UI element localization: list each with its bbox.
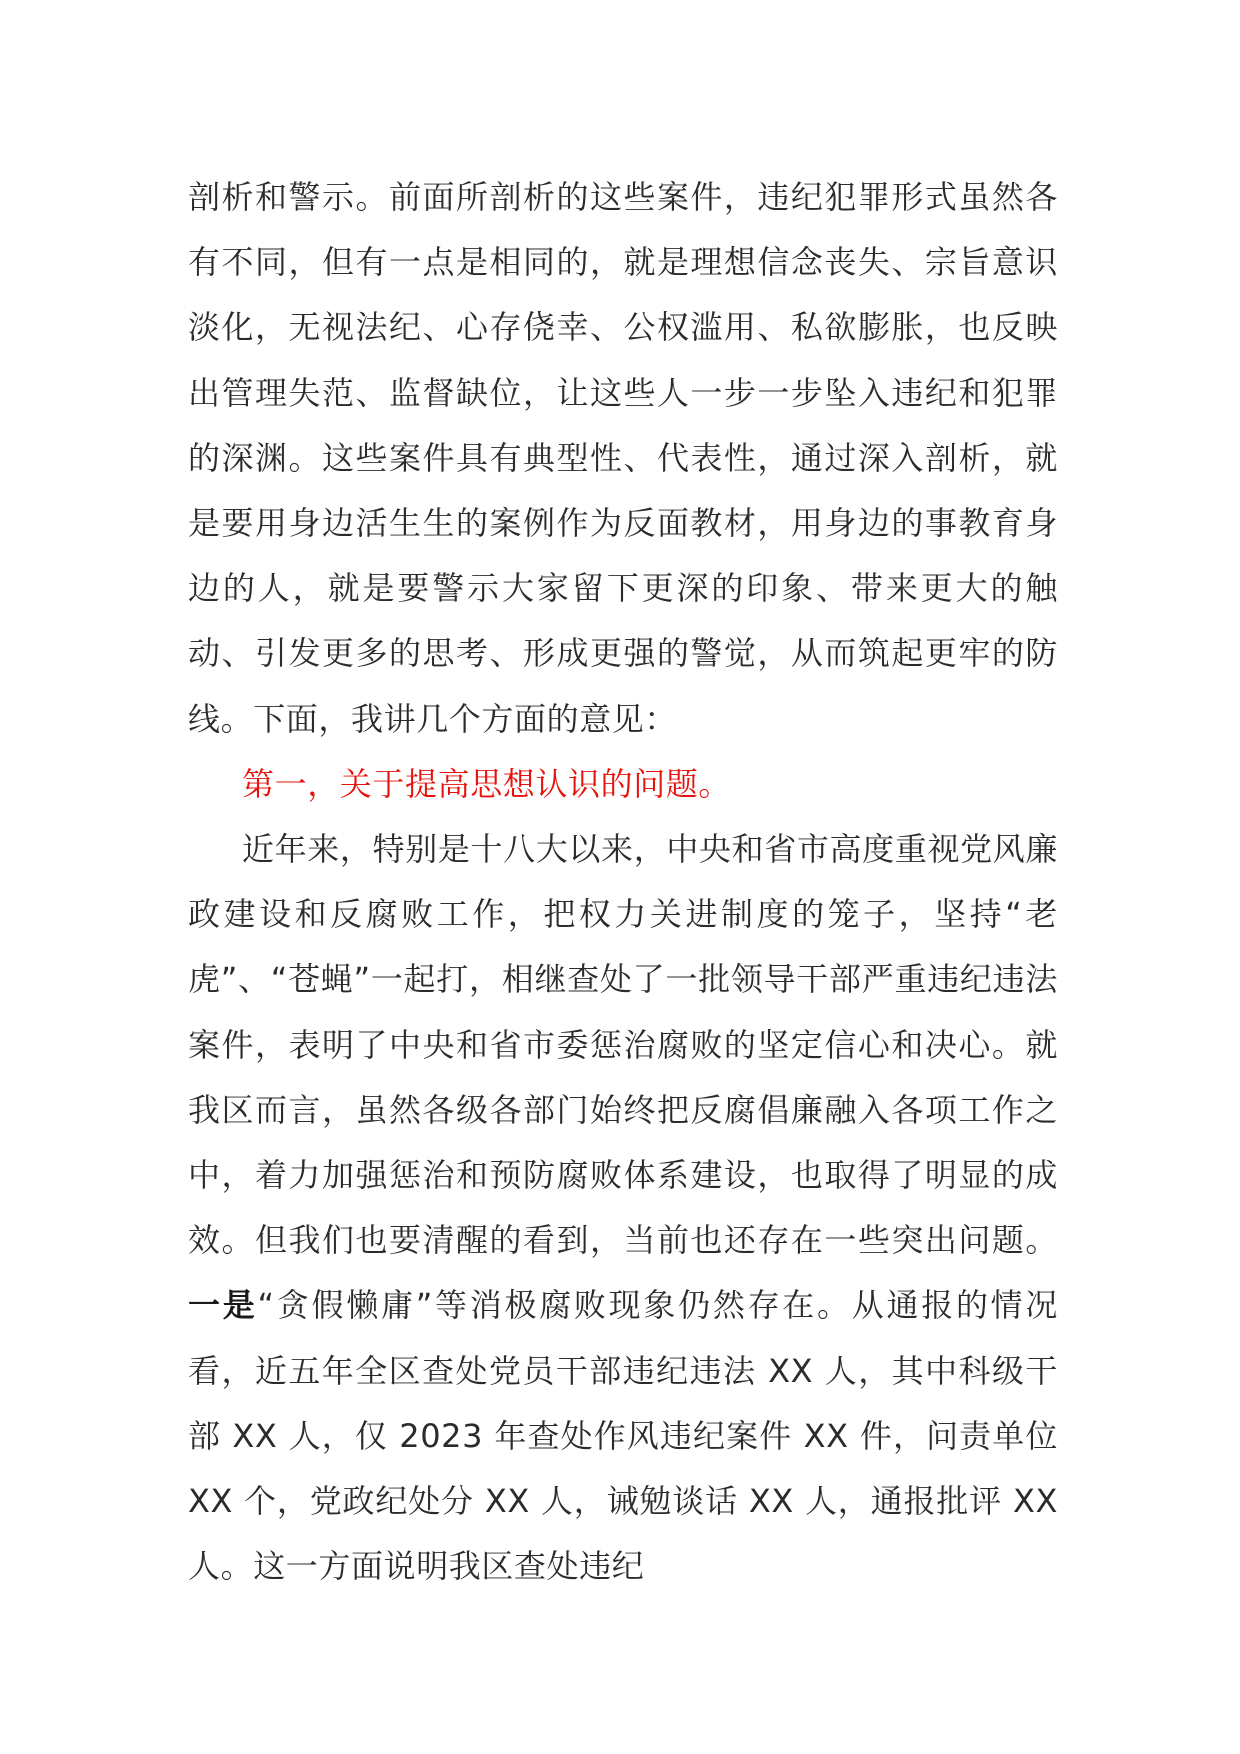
paragraph-recent-years (188, 817, 1058, 1599)
paragraph-text-part-2: “贪假懒庸”等消极腐败现象仍然存在。从通报的情况看，近五年全区查处党员干部违纪违法 XX 人，其中科级干部 XX 人，仅 2023 年查处作风违纪案件 XX 件，问责单位 XX 个，党政纪处分 XX 人，诫勉谈话 XX 人，通报批评 XX 人。这一方面说明我区查处违纪 (188, 1286, 1059, 1586)
emphasis-first-point: 一是 (188, 1286, 258, 1325)
paragraph-text-part-1: 近年来，特别是十八大以来，中央和省市高度重视党风廉政建设和反腐败工作，把权力关进制度的笼子，坚持“老虎”、“苍蝇”一起打，相继查处了一批领导干部严重违纪违法案件，表明了中央和省市委惩治腐败的坚定信心和决心。就我区而言，虽然各级各部门始终把反腐倡廉融入各项工作之中，着力加强惩治和预防腐败体系建设，也取得了明显的成效。但我们也要清醒的看到，当前也还存在一些突出问题。 (188, 830, 1058, 1260)
document-body (188, 165, 1058, 1599)
section-heading-first: 第一，关于提高思想认识的问题。 (242, 764, 732, 803)
paragraph-analysis: 剖析和警示。前面所剖析的这些案件，违纪犯罪形式虽然各有不同，但有一点是相同的，就是理想信念丧失、宗旨意识淡化，无视法纪、心存侥幸、公权滥用、私欲膨胀，也反映出管理失范、监督缺位，让这些人一步一步坠入违纪和犯罪的深渊。这些案件具有典型性、代表性，通过深入剖析，就是要用身边活生生的案例作为反面教材，用身边的事教育身边的人，就是要警示大家留下更深的印象、带来更大的触动、引发更多的思考、形成更强的警觉，从而筑起更牢的防线。下面，我讲几个方面的意见： (188, 178, 1058, 738)
